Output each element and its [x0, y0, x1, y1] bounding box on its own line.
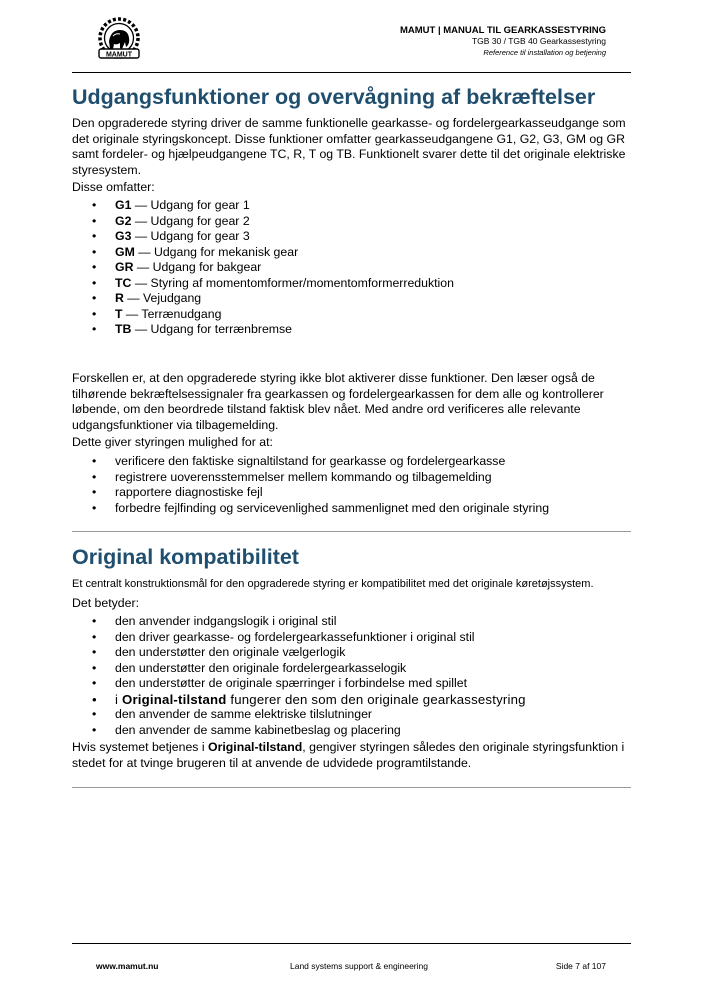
- footer-website[interactable]: www.mamut.nu: [96, 961, 159, 971]
- footer-tagline: Land systems support & engineering: [290, 961, 428, 971]
- header-rule: [72, 72, 631, 73]
- list-item: • R — Vejudgang: [72, 291, 454, 307]
- section1-heading: Udgangsfunktioner og overvågning af bekræftelser: [72, 85, 596, 109]
- section2-closing: Hvis systemet betjenes i Original-tilstand, gengiver styringen således den originale styringsfunktion i stedet for at tvinge brugeren til at anvende de udvidede programtilstande.: [72, 740, 625, 770]
- header-title: MAMUT | MANUAL TIL GEARKASSESTYRING: [399, 25, 606, 36]
- list-item: • den anvender de samme kabinetbeslag og placering: [72, 723, 526, 739]
- list-item: • verificere den faktiske signaltilstand for gearkasse og fordelergearkasse: [72, 454, 549, 470]
- list-item: • den driver gearkasse- og fordelergearkassefunktioner i original stil: [72, 630, 526, 646]
- section2-list-intro: Det betyder:: [72, 596, 139, 610]
- document-header: [400, 25, 606, 58]
- section1-enables-intro: Dette giver styringen mulighed for at:: [72, 435, 273, 449]
- section1-difference: Forskellen er, at den opgraderede styring ikke blot aktiverer disse funktioner. Den læser også de tilhørende bekræftelsessignaler fra gearkassen og fordelergearkassen for dem alle og kontrollerer løbende, om den beordrede tilstand faktisk blev nået. Med andre ord verificeres alle relevante udgangsfunktioner via tilbagemelding.: [72, 371, 604, 432]
- header-note: Reference til installation og betjening: [483, 48, 606, 57]
- list-item: • GM — Udgang for mekanisk gear: [72, 245, 454, 261]
- compatibility-list: [72, 614, 526, 738]
- list-item: • rapportere diagnostiske fejl: [72, 485, 549, 501]
- list-item: • G1 — Udgang for gear 1: [72, 198, 454, 214]
- section2-intro: Et centralt konstruktionsmål for den opgraderede styring er kompatibilitet med det originale køretøjssystem.: [72, 578, 594, 590]
- list-item: • den understøtter den originale vælgerlogik: [72, 645, 526, 661]
- list-item: • TC — Styring af momentomformer/momentomformerreduktion: [72, 276, 454, 292]
- list-item: • T — Terrænudgang: [72, 307, 454, 323]
- list-item: • den understøtter de originale spærringer i forbindelse med spillet: [72, 676, 526, 692]
- section2-heading: Original kompatibilitet: [72, 545, 299, 569]
- section1-intro: Den opgraderede styring driver de samme funktionelle gearkasse- og fordelergearkasseudgange som det originale styringskoncept. Disse funktioner omfatter gearkasseudgangene G1, G2, G3, GM og GR samt fordeler- og hjælpeudgangene TC, R, T og TB. Funktionelt svarer dette til det originale elektriske styresystem.: [72, 116, 626, 177]
- section-divider: [72, 531, 631, 532]
- list-item: • den anvender indgangslogik i original stil: [72, 614, 526, 630]
- outputs-list: [72, 198, 454, 338]
- list-item: • registrere uoverensstemmelser mellem kommando og tilbagemelding: [72, 470, 549, 486]
- footer-rule: [72, 943, 631, 944]
- logo-text: MAMUT: [105, 51, 133, 59]
- list-item: • den understøtter den originale fordelergearkasselogik: [72, 661, 526, 677]
- section-divider: [72, 787, 631, 788]
- footer-page-number: Side 7 af 107: [555, 961, 606, 971]
- list-item: • GR — Udgang for bakgear: [72, 260, 454, 276]
- list-item: • TB — Udgang for terrænbremse: [72, 322, 454, 338]
- list-item: • forbedre fejlfinding og servicevenlighed sammenlignet med den originale styring: [72, 501, 549, 517]
- header-subtitle: TGB 30 / TGB 40 Gearkassestyring: [471, 36, 606, 46]
- list-item: • den anvender de samme elektriske tilslutninger: [72, 707, 526, 723]
- section1-list-intro: Disse omfatter:: [72, 180, 155, 194]
- list-item: • G2 — Udgang for gear 2: [72, 214, 454, 230]
- list-item: • G3 — Udgang for gear 3: [72, 229, 454, 245]
- mamut-logo: [94, 16, 144, 62]
- enables-list: [72, 454, 549, 516]
- list-item: • i Original-tilstand fungerer den som den originale gearkassestyring: [72, 692, 526, 708]
